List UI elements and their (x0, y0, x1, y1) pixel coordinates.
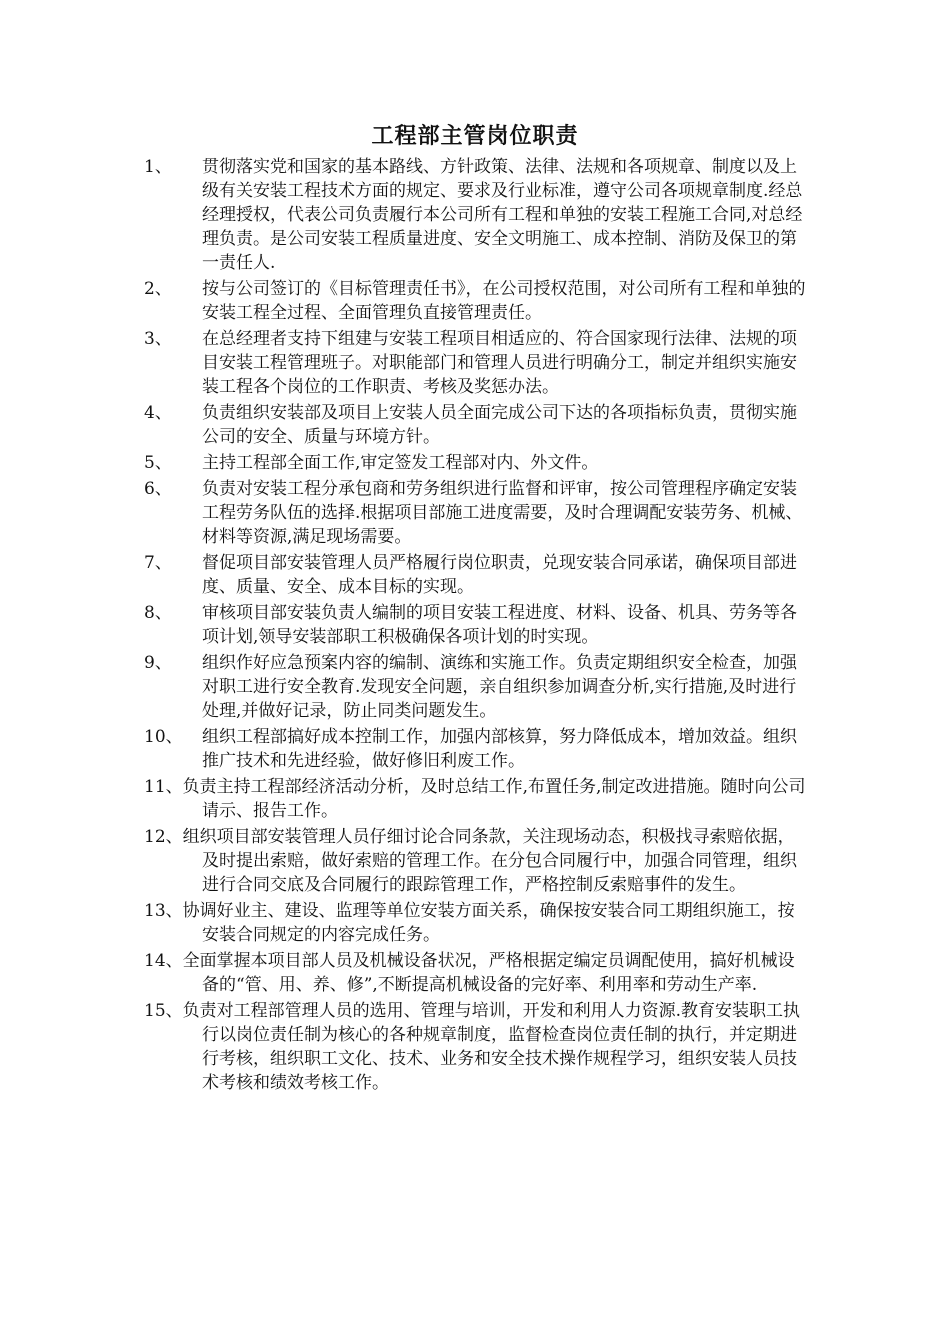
duty-number: 4、 (144, 403, 172, 423)
duty-text: 组织作好应急预案内容的编制、演练和实施工作。负责定期组织安全检查，加强对职工进行安全教育.发现安全问题，亲自组织参加调查分析,实行措施,及时进行处理,并做好记录，防止同类问题发生。 (202, 653, 797, 721)
duty-text: 负责对工程部管理人员的选用、管理与培训，开发和利用人力资源.教育安装职工执行以岗位责任制为核心的各种规章制度，监督检查岗位责任制的执行，并定期进行考核，组织职工文化、技术、业务和安全技术操作规程学习，组织安装人员技术考核和绩效考核工作。 (182, 1001, 801, 1093)
duty-item-5 (0, 451, 950, 475)
duty-item-9 (0, 651, 950, 723)
duty-item-7 (0, 551, 950, 599)
duty-number: 3、 (144, 329, 172, 349)
duty-line (144, 899, 806, 947)
duty-item-10 (0, 725, 950, 773)
duty-number: 5、 (144, 453, 172, 473)
duty-number: 14、 (144, 951, 183, 971)
duty-line (144, 999, 806, 1095)
duty-item-14 (0, 949, 950, 997)
duty-list (0, 155, 950, 1097)
duty-item-12 (0, 825, 950, 897)
duty-text: 全面掌握本项目部人员及机械设备状况，严格根据定编定员调配使用，搞好机械设备的“管、用、养、修”,不断提高机械设备的完好率、利用率和劳动生产率. (182, 951, 795, 995)
duty-number: 2、 (144, 279, 172, 299)
duty-item-11 (0, 775, 950, 823)
duty-text: 主持工程部全面工作,审定签发工程部对内、外文件。 (202, 453, 599, 473)
duty-text: 组织项目部安装管理人员仔细讨论合同条款，关注现场动态，积极找寻索赔依据，及时提出索赔，做好索赔的管理工作。在分包合同履行中，加强合同管理，组织进行合同交底及合同履行的跟踪管理工作，严格控制反索赔事件的发生。 (182, 827, 797, 895)
duty-text: 协调好业主、建设、监理等单位安装方面关系，确保按安装合同工期组织施工，按安装合同规定的内容完成任务。 (182, 901, 795, 945)
duty-text: 审核项目部安装负责人编制的项目安装工程进度、材料、设备、机具、劳务等各项计划,领导安装部职工积极确保各项计划的时实现。 (202, 603, 797, 647)
duty-line (144, 949, 806, 997)
duty-number: 10、 (144, 727, 183, 747)
duty-text: 负责组织安装部及项目上安装人员全面完成公司下达的各项指标负责，贯彻实施公司的安全、质量与环境方针。 (202, 403, 797, 447)
duty-number: 11、 (144, 777, 183, 797)
duty-text: 贯彻落实党和国家的基本路线、方针政策、法律、法规和各项规章、制度以及上级有关安装工程技术方面的规定、要求及行业标准，遵守公司各项规章制度.经总经理授权，代表公司负责履行本公司所有工程和单独的安装工程施工合同,对总经理负责。是公司安装工程质量进度、安全文明施工、成本控制、消防及保卫的第一责任人. (202, 157, 803, 273)
duty-number: 9、 (144, 653, 172, 673)
duty-text: 负责主持工程部经济活动分析，及时总结工作,布置任务,制定改进措施。随时向公司请示、报告工作。 (182, 777, 806, 821)
duty-line (144, 825, 806, 897)
duty-item-13 (0, 899, 950, 947)
document-title: 工程部主管岗位职责 (371, 124, 579, 149)
duty-item-1 (0, 155, 950, 275)
duty-number: 6、 (144, 479, 172, 499)
duty-number: 7、 (144, 553, 172, 573)
duty-item-8 (0, 601, 950, 649)
duty-item-3 (0, 327, 950, 399)
duty-item-6 (0, 477, 950, 549)
duty-number: 8、 (144, 603, 172, 623)
duty-text: 负责对安装工程分承包商和劳务组织进行监督和评审，按公司管理程序确定安装工程劳务队伍的选择.根据项目部施工进度需要，及时合理调配安装劳务、机械、材料等资源,满足现场需要。 (202, 479, 803, 547)
duty-number: 12、 (144, 827, 183, 847)
duty-text: 按与公司签订的《目标管理责任书》，在公司授权范围，对公司所有工程和单独的安装工程全过程、全面管理负直接管理责任。 (202, 279, 806, 323)
duty-number: 1、 (144, 157, 172, 177)
duty-text: 在总经理者支持下组建与安装工程项目相适应的、符合国家现行法律、法规的项目安装工程管理班子。对职能部门和管理人员进行明确分工，制定并组织实施安装工程各个岗位的工作职责、考核及奖惩办法。 (202, 329, 797, 397)
duty-line (144, 775, 806, 823)
duty-text: 组织工程部搞好成本控制工作，加强内部核算，努力降低成本，增加效益。组织推广技术和先进经验，做好修旧利废工作。 (202, 727, 797, 771)
duty-item-4 (0, 401, 950, 449)
duty-number: 15、 (144, 1001, 183, 1021)
duty-item-2 (0, 277, 950, 325)
duty-text: 督促项目部安装管理人员严格履行岗位职责，兑现安装合同承诺，确保项目部进度、质量、安全、成本目标的实现。 (202, 553, 797, 597)
duty-item-15 (0, 999, 950, 1095)
duty-number: 13、 (144, 901, 183, 921)
